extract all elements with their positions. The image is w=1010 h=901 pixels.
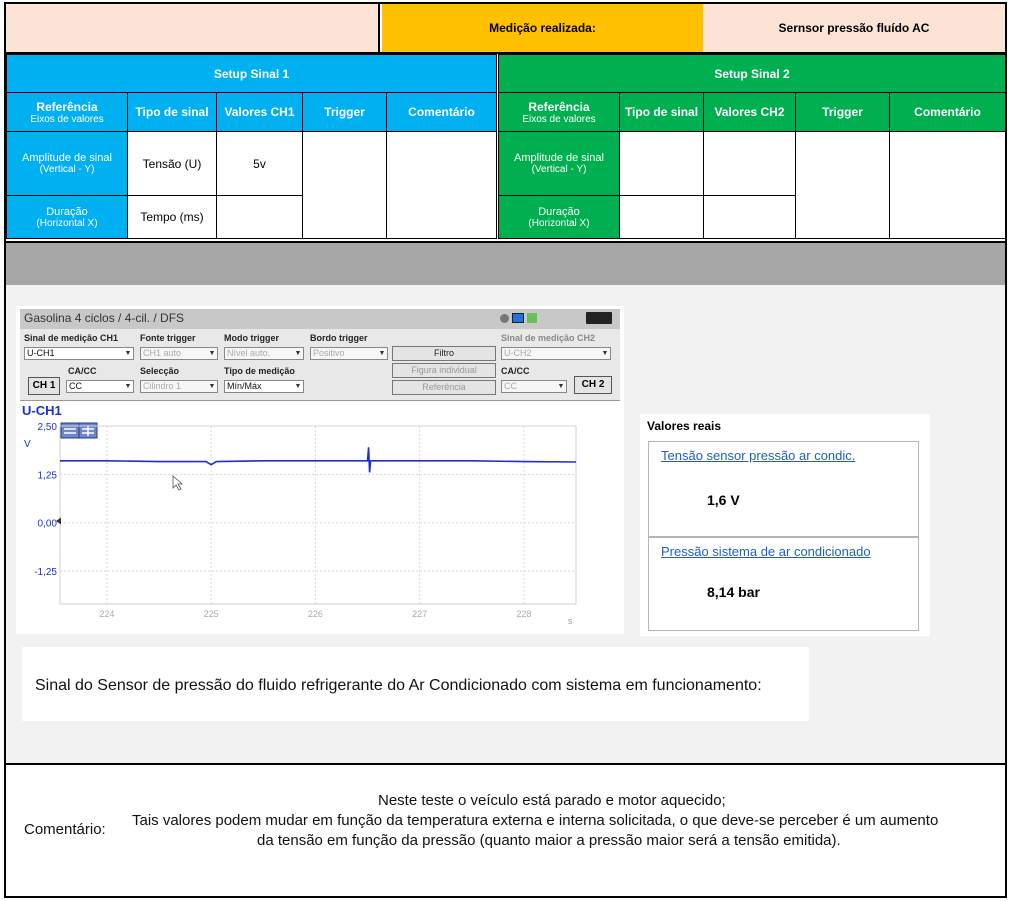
- channel-label: U-CH1: [22, 403, 62, 418]
- y-tick-label: -1,25: [34, 567, 57, 579]
- mouse-cursor-icon: [173, 476, 182, 490]
- y-tick-label: 2,50: [37, 422, 57, 433]
- setup2-trigger-cell: [796, 132, 890, 239]
- select-cacc-ch1[interactable]: CC ▼: [66, 380, 134, 393]
- label-sinal-ch2: Sinal de medição CH2: [501, 333, 596, 343]
- setup-signal-1-table: [6, 54, 497, 239]
- x-tick-label: 228: [516, 609, 532, 619]
- setup1-comment-cell: [387, 132, 497, 239]
- plot-border: [60, 426, 576, 604]
- setup1-col-ref: Referência Eixos de valores: [7, 93, 128, 132]
- chevron-down-icon: ▼: [294, 383, 302, 390]
- select-tipo-medicao[interactable]: Mín/Máx ▼: [224, 380, 304, 393]
- x-tick-label: 226: [307, 609, 323, 619]
- setup2-comment-cell: [890, 132, 1006, 239]
- setup1-duracao-tipo: Tempo (ms): [128, 196, 217, 239]
- chevron-down-icon: ▼: [124, 350, 132, 357]
- setup1-row-duracao: Duração (Horizontal X): [7, 196, 128, 239]
- chevron-down-icon: ▼: [208, 350, 216, 357]
- value-pressure: 8,14 bar: [707, 584, 760, 600]
- x-unit-label: s: [568, 616, 573, 626]
- comment-line-2: Tais valores podem mudar em função da temperatura externa e interna solicitada, o que deve-se perceber é um aumento: [132, 812, 939, 829]
- ch2-button[interactable]: CH 2: [574, 376, 612, 394]
- x-tick-label: 225: [203, 609, 219, 619]
- select-sinal-ch2[interactable]: U-CH2 ▼: [501, 347, 611, 360]
- oscilloscope-title-bar: [20, 309, 620, 329]
- label-modo-trigger: Modo trigger: [224, 333, 279, 343]
- signal-trace: [60, 447, 576, 472]
- chevron-down-icon: ▼: [557, 383, 565, 390]
- setup2-title: Setup Sinal 2: [499, 55, 1006, 93]
- setup2-duracao-tipo: [620, 196, 704, 239]
- chevron-down-icon: ▼: [294, 350, 302, 357]
- select-modo-trigger[interactable]: Nível auto. ▼: [224, 347, 304, 360]
- sensor-name: Sernsor pressão fluído AC: [703, 4, 1005, 52]
- setup1-amplitude-valor: 5v: [217, 132, 303, 196]
- setup1-title: Setup Sinal 1: [7, 55, 497, 93]
- status-icons: [500, 312, 612, 324]
- chevron-down-icon: ▼: [124, 383, 132, 390]
- select-sinal-ch1[interactable]: U-CH1 ▼: [24, 347, 134, 360]
- oscilloscope-controls: [20, 329, 620, 401]
- label-tipo-medicao: Tipo de medição: [224, 366, 295, 376]
- setup1-amplitude-tipo: Tensão (U): [128, 132, 217, 196]
- y-tick-label: 1,25: [37, 470, 57, 482]
- setup2-col-trigger: Trigger: [796, 93, 890, 132]
- oscilloscope-title: Gasolina 4 ciclos / 4-cil. / DFS: [24, 311, 185, 325]
- ch1-button[interactable]: CH 1: [28, 377, 60, 395]
- figura-individual-button[interactable]: Figura individual: [392, 363, 496, 378]
- setup2-row-duracao: Duração (Horizontal X): [499, 196, 620, 239]
- y-tick-label: 0,00: [37, 518, 57, 530]
- setup1-col-valores: Valores CH1: [217, 93, 303, 132]
- comment-line-3: da tensão em função da pressão (quanto maior a pressão maior será a tensão emitida).: [257, 832, 841, 849]
- setup1-row-amplitude: Amplitude de sinal (Vertical - Y): [7, 132, 128, 196]
- x-tick-label: 224: [99, 609, 115, 619]
- setup2-amplitude-valor: [704, 132, 796, 196]
- select-cacc-ch2[interactable]: CC ▼: [501, 380, 567, 393]
- setup2-col-tipo: Tipo de sinal: [620, 93, 704, 132]
- setup2-duracao-valor: [704, 196, 796, 239]
- label-sinal-ch1: Sinal de medição CH1: [24, 333, 119, 343]
- record-icon: [500, 314, 509, 323]
- referencia-button[interactable]: Referência: [392, 380, 496, 395]
- setup1-col-comment: Comentário: [387, 93, 497, 132]
- setup1-col-tipo: Tipo de sinal: [128, 93, 217, 132]
- measurement-label: Medição realizada:: [382, 4, 703, 52]
- value-link-pressure[interactable]: Pressão sistema de ar condicionado: [661, 544, 871, 559]
- setup2-col-valores: Valores CH2: [704, 93, 796, 132]
- battery-icon: [586, 312, 612, 324]
- signal-caption: Sinal do Sensor de pressão do fluido refrigerante do Ar Condicionado com sistema em funcionamento:: [35, 677, 762, 694]
- comment-divider: [6, 763, 1005, 765]
- setup2-row-amplitude: Amplitude de sinal (Vertical - Y): [499, 132, 620, 196]
- oscilloscope-plot: [20, 402, 620, 630]
- label-fonte-trigger: Fonte trigger: [140, 333, 196, 343]
- monitor-icon: [512, 313, 524, 323]
- x-tick-labels: [99, 609, 531, 619]
- setup-signal-2-table: [498, 54, 1006, 239]
- chevron-down-icon: ▼: [378, 350, 386, 357]
- y-tick-labels: [34, 422, 57, 578]
- comment-label: Comentário:: [24, 821, 106, 838]
- value-card-voltage: [648, 441, 919, 537]
- filtro-button[interactable]: Filtro: [392, 346, 496, 361]
- select-fonte-trigger[interactable]: CH1 auto ▼: [140, 347, 218, 360]
- chevron-down-icon: ▼: [208, 383, 216, 390]
- label-bordo-trigger: Bordo trigger: [310, 333, 368, 343]
- select-bordo-trigger[interactable]: Positivo ▼: [310, 347, 388, 360]
- section-divider-bar: [6, 241, 1005, 285]
- value-voltage: 1,6 V: [707, 492, 740, 508]
- setup1-col-trigger: Trigger: [303, 93, 387, 132]
- select-seleccao[interactable]: Cilindro 1 ▼: [140, 380, 218, 393]
- setup1-trigger-cell: [303, 132, 387, 239]
- chevron-down-icon: ▼: [601, 350, 609, 357]
- plot-grid: [60, 426, 576, 604]
- setup2-col-comment: Comentário: [890, 93, 1006, 132]
- label-cacc-ch2: CA/CC: [501, 366, 530, 376]
- zoom-icon[interactable]: [61, 423, 97, 438]
- setup2-amplitude-tipo: [620, 132, 704, 196]
- setup2-col-ref: Referência Eixos de valores: [499, 93, 620, 132]
- values-panel-title: Valores reais: [647, 419, 722, 433]
- value-link-voltage[interactable]: Tensão sensor pressão ar condic.: [661, 448, 856, 463]
- grid-icon: [527, 313, 537, 323]
- setup1-duracao-valor: [217, 196, 303, 239]
- comment-line-1: Neste teste o veículo está parado e motor aquecido;: [378, 792, 726, 809]
- value-card-pressure: [648, 537, 919, 631]
- header-blank-cell: [6, 4, 380, 52]
- label-seleccao: Selecção: [140, 366, 180, 376]
- x-tick-label: 227: [412, 609, 428, 619]
- y-unit-label: V: [24, 439, 31, 450]
- label-cacc-ch1: CA/CC: [68, 366, 97, 376]
